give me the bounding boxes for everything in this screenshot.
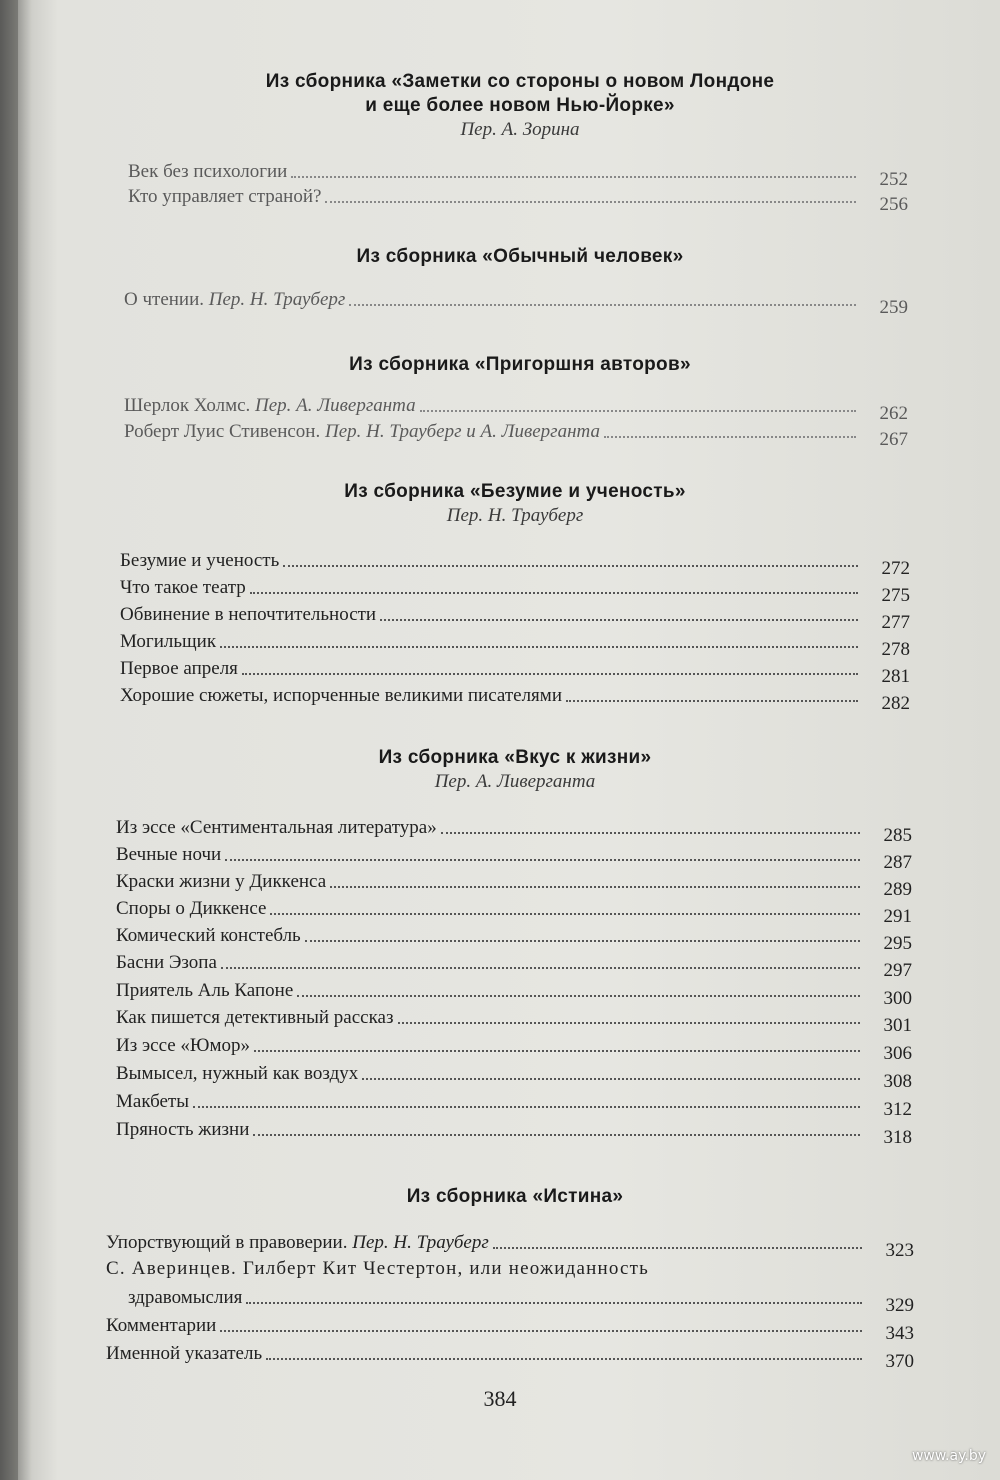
toc-title: Упорствующий в правоверии. Пер. Н. Трауберг: [106, 1232, 489, 1253]
dot-leader: [246, 1301, 862, 1304]
toc-title: Комментарии: [106, 1315, 217, 1336]
dot-leader: [441, 831, 860, 834]
section-heading: Из сборника «Пригоршня авторов»: [349, 354, 691, 375]
dot-leader: [266, 1357, 862, 1360]
dot-leader: [362, 1077, 860, 1080]
dot-leader: [330, 885, 860, 888]
page-number: 384: [483, 1386, 517, 1411]
toc-page: 282: [881, 693, 910, 714]
toc-entry: [116, 867, 912, 900]
toc-entry: [116, 894, 912, 927]
toc-title: Что такое театр: [120, 577, 246, 598]
dot-leader: [220, 645, 858, 648]
toc-entry: [120, 681, 910, 714]
dot-leader: [221, 966, 860, 969]
toc-title: Краски жизни у Диккенса: [116, 871, 327, 892]
toc-page: 289: [883, 879, 912, 900]
toc-title: Именной указатель: [106, 1343, 263, 1364]
section-translator: Пер. А. Ливерганта: [434, 771, 596, 792]
toc-entry: [124, 417, 908, 450]
toc-page: 323: [885, 1240, 914, 1261]
toc-title: О чтении. Пер. Н. Трауберг: [124, 289, 346, 310]
toc-title: Приятель Аль Капоне: [116, 980, 294, 1001]
toc-entry: [116, 1003, 912, 1036]
toc-page: 278: [881, 639, 910, 660]
section-translator: Пер. А. Зорина: [460, 119, 580, 140]
toc-title: Как пишется детективный рассказ: [116, 1007, 394, 1028]
toc-title: Хорошие сюжеты, испорченные великими писателями: [120, 685, 562, 706]
dot-leader: [604, 435, 856, 438]
dot-leader: [253, 1133, 860, 1136]
toc-page: 267: [879, 429, 908, 450]
toc-title: Век без психологии: [128, 161, 288, 182]
toc-page: 301: [883, 1015, 912, 1036]
toc-entry: [116, 948, 912, 981]
section-heading: Из сборника «Истина»: [406, 1186, 624, 1207]
section-heading-block: [0, 746, 1000, 794]
section-heading-block: [0, 480, 1000, 528]
toc-page: 300: [883, 988, 912, 1009]
dot-leader: [398, 1021, 861, 1024]
toc-entry: [120, 627, 910, 660]
toc-title: Макбеты: [116, 1091, 190, 1112]
section-heading-block: [0, 70, 1000, 142]
toc-title: Из эссе «Сентиментальная литература»: [116, 817, 437, 838]
dot-leader: [250, 591, 858, 594]
section-heading-block: [0, 245, 1000, 269]
toc-title: Кто управляет страной?: [128, 186, 322, 207]
dot-leader: [380, 618, 858, 621]
toc-entry: [124, 391, 908, 424]
toc-entry: [120, 546, 910, 579]
toc-page: 312: [883, 1099, 912, 1120]
toc-entry: [116, 1115, 912, 1148]
dot-leader: [193, 1105, 860, 1108]
toc-page: 308: [883, 1071, 912, 1092]
toc-page: 287: [883, 852, 912, 873]
dot-leader: [270, 912, 860, 915]
toc-entry: [116, 921, 912, 954]
book-spine-edge: [0, 0, 18, 1480]
toc-entry: [116, 840, 912, 873]
toc-page: 370: [885, 1351, 914, 1372]
toc-entry: [106, 1311, 914, 1344]
toc-entry: [128, 1283, 914, 1316]
toc-page: 272: [881, 558, 910, 579]
toc-entry: [116, 976, 912, 1009]
toc-title: Могильщик: [120, 631, 217, 652]
toc-page: 281: [881, 666, 910, 687]
toc-title: Безумие и ученость: [120, 550, 280, 571]
toc-page: 295: [883, 933, 912, 954]
toc-page: 262: [879, 403, 908, 424]
toc-title: Басни Эзопа: [116, 952, 217, 973]
toc-page: 306: [883, 1043, 912, 1064]
toc-title: Вечные ночи: [116, 844, 222, 865]
toc-entry: [120, 573, 910, 606]
toc-page: 285: [883, 825, 912, 846]
toc-entry: [106, 1228, 914, 1261]
toc-page: 275: [881, 585, 910, 606]
dot-leader: [493, 1246, 862, 1249]
dot-leader: [242, 672, 858, 675]
toc-title: Споры о Диккенсе: [116, 898, 267, 919]
section-heading: и еще более новом Нью-Йорке»: [365, 95, 675, 116]
dot-leader: [291, 175, 856, 178]
dot-leader: [220, 1329, 862, 1332]
dot-leader: [254, 1049, 860, 1052]
toc-page: 297: [883, 960, 912, 981]
section-heading: Из сборника «Обычный человек»: [356, 246, 684, 267]
toc-entry: [106, 1339, 914, 1372]
dot-leader: [349, 303, 856, 306]
dot-leader: [566, 699, 858, 702]
section-heading: Из сборника «Вкус к жизни»: [378, 747, 652, 768]
toc-page: 256: [879, 194, 908, 215]
toc-title: Первое апреля: [120, 658, 238, 679]
dot-leader: [283, 564, 858, 567]
section-heading: Из сборника «Безумие и ученость»: [344, 481, 686, 502]
toc-title: Пряность жизни: [116, 1119, 250, 1140]
toc-title: Вымысел, нужный как воздух: [116, 1063, 359, 1084]
toc-entry: [116, 1087, 912, 1120]
toc-page: 259: [879, 297, 908, 318]
toc-title: Обвинение в непочтительности: [120, 604, 377, 625]
toc-title: Шерлок Холмс. Пер. А. Ливерганта: [124, 395, 416, 416]
toc-entry: [116, 813, 912, 846]
toc-entry: [124, 285, 908, 318]
toc-page: 318: [883, 1127, 912, 1148]
toc-entry: [116, 1059, 912, 1092]
toc-entry: [120, 600, 910, 633]
site-watermark: www.ay.by: [911, 1448, 986, 1464]
dot-leader: [420, 409, 856, 412]
toc-entry: [128, 182, 908, 215]
toc-entry-title-line: С. Аверинцев. Гилберт Кит Честертон, или неожиданность: [106, 1258, 650, 1279]
dot-leader: [297, 994, 860, 997]
toc-title: здравомыслия: [128, 1287, 243, 1308]
toc-page: 329: [885, 1295, 914, 1316]
toc-page: 252: [879, 169, 908, 190]
toc-title: Комический констебль: [116, 925, 301, 946]
section-heading: Из сборника «Заметки со стороны о новом Лондоне: [265, 71, 775, 92]
toc-entry: [116, 1031, 912, 1064]
section-heading-block: [0, 353, 1000, 377]
toc-title: Из эссе «Юмор»: [116, 1035, 250, 1056]
toc-title: Роберт Луис Стивенсон. Пер. Н. Трауберг и А. Ливерганта: [124, 421, 600, 442]
toc-page: 277: [881, 612, 910, 633]
dot-leader: [225, 858, 860, 861]
toc-page: 291: [883, 906, 912, 927]
dot-leader: [305, 939, 860, 942]
toc-entry: [128, 157, 908, 190]
toc-page: 343: [885, 1323, 914, 1344]
toc-entry: [120, 654, 910, 687]
dot-leader: [325, 200, 856, 203]
section-heading-block: [0, 1185, 1000, 1209]
section-translator: Пер. Н. Трауберг: [446, 505, 584, 526]
